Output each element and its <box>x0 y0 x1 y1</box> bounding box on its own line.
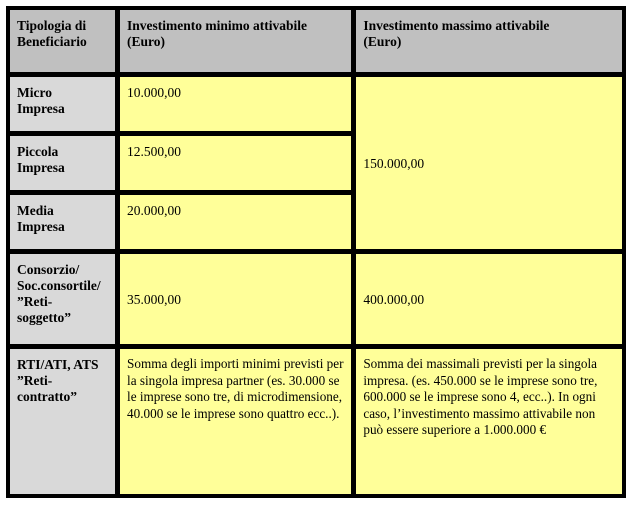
max-small-enterprises-text: 150.000,00 <box>363 156 425 171</box>
header-max-investment <box>355 9 623 73</box>
header-max-investment-text: Investimento massimo attivabile (Euro) <box>363 18 550 49</box>
table-row-consorzio <box>9 253 623 345</box>
beneficiary-piccola <box>9 135 116 191</box>
max-rti-text: Somma dei massimali previsti per la singola impresa. (es. 450.000 se le imprese sono tre, 600.000 se le imprese sono 4, ecc..). In ogni caso, l’investimento massimo attivabile non può essere superiore a 1.000.000 € <box>363 356 598 437</box>
table-row-rti <box>9 348 623 495</box>
beneficiary-piccola-text: Piccola Impresa <box>17 144 65 175</box>
max-consorzio <box>355 253 623 345</box>
beneficiary-media <box>9 194 116 250</box>
document-page <box>6 6 626 498</box>
beneficiary-rti-text: RTI/ATI, ATS ”Reti- contratto” <box>17 357 99 404</box>
min-piccola-text: 12.500,00 <box>127 144 182 159</box>
header-min-investment <box>119 9 352 73</box>
beneficiary-rti <box>9 348 116 495</box>
min-consorzio <box>119 253 352 345</box>
header-beneficiary-type <box>9 9 116 73</box>
max-consorzio-text: 400.000,00 <box>363 292 425 307</box>
max-rti <box>355 348 623 495</box>
min-micro-text: 10.000,00 <box>127 85 182 100</box>
investment-table <box>6 6 626 498</box>
header-beneficiary-type-text: Tipologia di Beneficiario <box>17 18 87 49</box>
beneficiary-micro-text: Micro Impresa <box>17 85 65 116</box>
min-rti-text: Somma degli importi minimi previsti per la singola impresa partner (es. 30.000 se le imprese sono tre, di microdimensione, 40.000 se le imprese sono quattro ecc..). <box>127 356 344 421</box>
table-row-micro <box>9 76 623 132</box>
beneficiary-consorzio <box>9 253 116 345</box>
max-small-enterprises <box>355 76 623 250</box>
beneficiary-media-text: Media Impresa <box>17 203 65 234</box>
min-micro <box>119 76 352 132</box>
beneficiary-micro <box>9 76 116 132</box>
beneficiary-consorzio-text: Consorzio/ Soc.consortile/ ”Reti- soggetto” <box>17 262 101 325</box>
min-consorzio-text: 35.000,00 <box>127 292 182 307</box>
min-media-text: 20.000,00 <box>127 203 182 218</box>
header-row <box>9 9 623 73</box>
min-piccola <box>119 135 352 191</box>
min-rti <box>119 348 352 495</box>
min-media <box>119 194 352 250</box>
header-min-investment-text: Investimento minimo attivabile (Euro) <box>127 18 308 49</box>
